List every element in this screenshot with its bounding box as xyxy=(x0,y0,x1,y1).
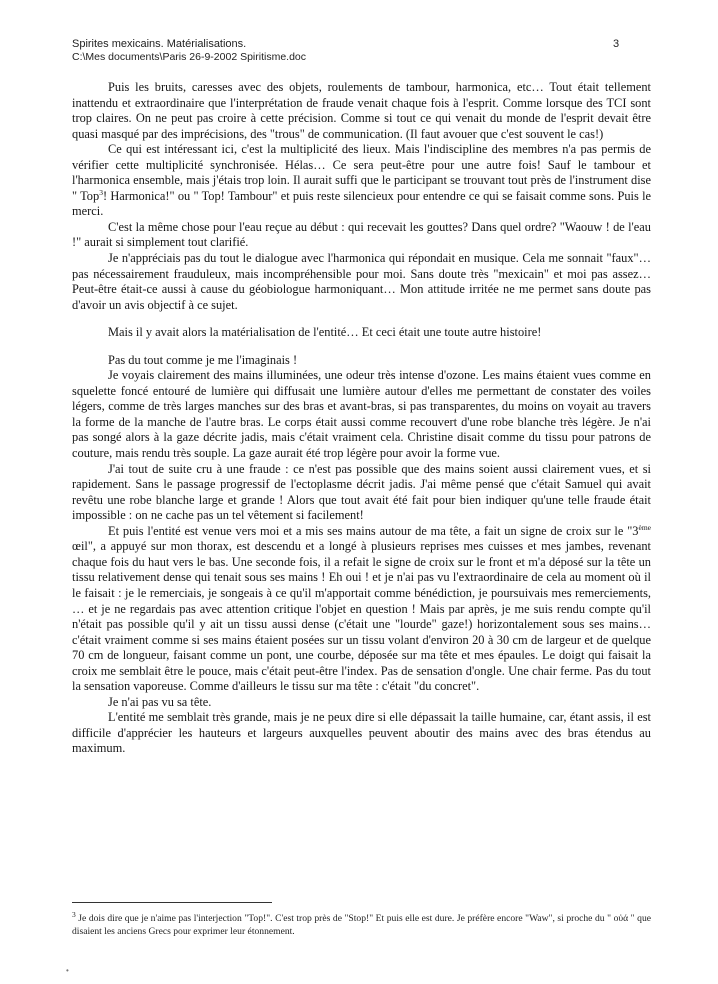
paragraph-text: ! Harmonica!" ou " Top! Tambour" et puis reste silencieux pour entendre ce qui se faisait comme sons. Puis le merci. xyxy=(72,188,652,219)
paragraph: Je n'appréciais pas du tout le dialogue avec l'harmonica qui répondait en musique. Cela me sonnait "faux"… pas nécessairement frauduleux, mais incompréhensible pour moi. Sans doute très "mexicain" et moi pas assez… Peut-être était-ce aussi à cause du géobiologue harmoniquant… Mon attitude irritée ne me permet sans doute pas d'avoir un avis objectif à ce sujet. xyxy=(72,251,651,312)
paragraph: C'est la même chose pour l'eau reçue au début : qui recevait les gouttes? Dans quel ordre? "Waouw ! de l'eau !" aurait si simplement tout clarifié. xyxy=(72,219,651,250)
paragraph: Puis les bruits, caresses avec des objets, roulements de tambour, harmonica, etc… Tout était tellement inattendu et extraordinaire que l'interprétation de fraude venait chaque fois à l'esprit. Comme lorsque des TCI sont trop claires. On ne peut pas croire à cette précision. Comme si tout ce qui venait du monde de l'esprit devait être quasi masqué par des imprécisions, des "trous" de communication. (Il faut avouer que c'est souvent le cas!) xyxy=(72,80,651,141)
paragraph: Je n'ai pas vu sa tête. xyxy=(108,694,212,709)
paragraph-text: Et puis l'entité est venue vers moi et a mis ses mains autour de ma tête, a fait un signe de croix sur le "3 xyxy=(108,523,639,538)
paragraph: Mais il y avait alors la matérialisation de l'entité… Et ceci était une toute autre histoire! xyxy=(108,325,542,340)
paragraph: Pas du tout comme je me l'imaginais ! xyxy=(108,352,298,367)
document-body xyxy=(72,80,651,757)
paragraph: J'ai tout de suite cru à une fraude : ce n'est pas possible que des mains soient aussi clairement vues, et si rapidement. Sans le passage progressif de l'ectoplasme décrit jadis. J'ai même pensé que c'était Samuel qui avait revêtu une robe blanche large et grande ! Alors que tout avait été fait pour bien indiquer qu'une telle fraude était impossible : on ne cache pas un tel vêtement si facilement! xyxy=(72,461,651,523)
footnote-separator xyxy=(72,902,272,903)
paragraph: Je voyais clairement des mains illuminées, une odeur très intense d'ozone. Les mains étaient vues comme en squelette foncé entouré de lumière qui diffusait une lumière autour d'elles me permettant de constater des voiles légers, comme de très larges manches sur des bras et avant-bras, si pas transparentes, du moins on voyait au travers la forme de la manche de l'autre bras. Le corps était aussi comme recouvert d'une robe blanche très légère. Je n'ai pas songé alors à la gaze décrite jadis, mais c'était vraiment cela. Christine disait comme du tissu pour patrons de couture, mais rendu très souple. La gaze aurait été trop légère pour avoir la forme vue. xyxy=(72,368,651,461)
page-number: 3 xyxy=(613,38,620,50)
document-title: Spirites mexicains. Matérialisations. xyxy=(72,38,247,50)
footnote-text: Je dois dire que je n'aime pas l'interjection "Top!". C'est trop près de "Stop!" Et puis elle est dure. Je préfère encore "Waw", si proche du " οὐά " que disaient les anciens Grecs pour exprimer leur étonnement. xyxy=(72,913,651,937)
footnote-number: 3 xyxy=(72,909,76,919)
paragraph-text: œil", a appuyé sur mon thorax, est descendu et a longé à plusieurs reprises mes cuisses et mes jambes, revenant chaque fois du haut vers le bas. Une seconde fois, il a refait le signe de croix sur le front et m'a déposé sur la tête un tissu relativement dense qui tenait sous ses mains ! Eh oui ! et je n'ai pas vu l'extraordinaire de cela au moment où il le faisait : je le remerciais, je songeais à ce qu'il m'apportait comme bénédiction, je poursuivais mes remerciements, … et je ne regardais pas avec attention critique l'objet en question ! Mais par après, je me suis rendu compte qu'il n'était pas possible qu'il y ait un tissu aussi dense (c'était une "lourde" gaze!) horizontalement sous ses mains… c'était vraiment comme si ses mains étaient posées sur un tissu volant d'environ 20 à 30 cm de largeur et de quelque 70 cm de longueur, faisant comme un pont, une courbe, déposée sur ma tête et mes épaules. Le doigt qui faisait la croix me semblait être le pouce, mais c'était peut-être l'index. Pas de sensation d'ongle. Une chair ferme. Pas du tout la sensation vaporeuse. Comme d'ailleurs le tissu sur ma tête : c'était "du concret". xyxy=(72,539,651,694)
paragraph xyxy=(72,524,651,695)
scan-mark: • xyxy=(66,966,69,975)
paragraph xyxy=(72,142,651,220)
document-path: C:\Mes documents\Paris 26-9-2002 Spiritisme.doc xyxy=(72,51,307,63)
superscript: ème xyxy=(638,522,651,532)
footnote xyxy=(72,909,651,938)
paragraph: L'entité me semblait très grande, mais je ne peux dire si elle dépassait la taille humaine, car, étant assis, il est difficile d'apprécier les hauteurs et largeurs auxquelles peuvent aboutir des mains avec des bras étendus au maximum. xyxy=(72,710,651,756)
paragraph-text: Ce qui est intéressant ici, c'est la multiplicité des lieux. Mais l'indiscipline des membres n'a pas permis de vérifier cette multiplicité synchronisée. Hélas… Ce sera peut-être pour une autre fois! Sauf le tambour et l'harmonica ensemble, mais j'étais trop loin. Il aurait suffi que le participant se trouvant tout près de l'instrument dise " Top xyxy=(72,142,651,203)
page-header xyxy=(72,38,652,64)
footnote-ref: 3 xyxy=(99,187,103,197)
